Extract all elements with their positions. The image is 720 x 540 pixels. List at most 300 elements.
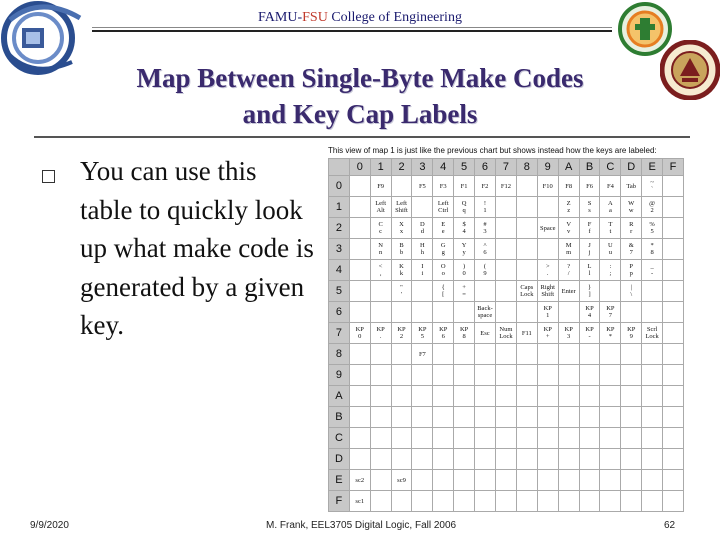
table-cell bbox=[370, 491, 391, 512]
table-cell bbox=[349, 197, 370, 218]
row-header: 8 bbox=[329, 344, 350, 365]
table-cell: Left Ctrl bbox=[433, 197, 454, 218]
table-cell bbox=[391, 302, 412, 323]
table-cell: sc2 bbox=[349, 470, 370, 491]
table-cell: H h bbox=[412, 239, 433, 260]
table-cell bbox=[663, 428, 684, 449]
table-cell bbox=[621, 302, 642, 323]
row-header: 0 bbox=[329, 176, 350, 197]
table-cell bbox=[454, 386, 475, 407]
table-cell bbox=[516, 386, 537, 407]
table-cell bbox=[621, 407, 642, 428]
table-cell bbox=[621, 449, 642, 470]
table-cell bbox=[516, 344, 537, 365]
table-cell bbox=[391, 428, 412, 449]
table-cell bbox=[663, 323, 684, 344]
table-cell bbox=[642, 449, 663, 470]
table-cell bbox=[495, 365, 516, 386]
table-cell: Caps Lock bbox=[516, 281, 537, 302]
table-cell: F10 bbox=[537, 176, 558, 197]
column-header: F bbox=[663, 159, 684, 176]
table-cell bbox=[537, 386, 558, 407]
table-cell: KP 8 bbox=[454, 323, 475, 344]
table-cell: KP 9 bbox=[621, 323, 642, 344]
table-cell: F9 bbox=[370, 176, 391, 197]
table-cell bbox=[642, 491, 663, 512]
table-cell bbox=[391, 407, 412, 428]
table-cell bbox=[349, 239, 370, 260]
table-cell: X x bbox=[391, 218, 412, 239]
header-college: College of Engineering bbox=[327, 10, 462, 25]
table-cell: < , bbox=[370, 260, 391, 281]
table-cell: ) 0 bbox=[454, 260, 475, 281]
table-cell bbox=[663, 491, 684, 512]
column-header: 7 bbox=[495, 159, 516, 176]
table-cell: M m bbox=[558, 239, 579, 260]
column-header: 1 bbox=[370, 159, 391, 176]
table-cell bbox=[391, 386, 412, 407]
table-cell bbox=[433, 386, 454, 407]
table-row bbox=[329, 239, 684, 260]
table-cell bbox=[370, 365, 391, 386]
table-cell bbox=[642, 365, 663, 386]
table-cell bbox=[391, 491, 412, 512]
table-row bbox=[329, 470, 684, 491]
table-cell bbox=[433, 365, 454, 386]
table-cell bbox=[600, 365, 621, 386]
table-cell bbox=[349, 365, 370, 386]
table-cell bbox=[391, 449, 412, 470]
table-cell bbox=[370, 386, 391, 407]
table-cell: KP - bbox=[579, 323, 600, 344]
table-cell bbox=[600, 470, 621, 491]
table-cell bbox=[663, 344, 684, 365]
row-header: 1 bbox=[329, 197, 350, 218]
table-cell bbox=[433, 470, 454, 491]
table-cell: > . bbox=[537, 260, 558, 281]
table-cell bbox=[600, 428, 621, 449]
slide-title-line1: Map Between Single-Byte Make Codes bbox=[136, 63, 584, 93]
table-cell: A a bbox=[600, 197, 621, 218]
table-cell bbox=[579, 470, 600, 491]
table-cell bbox=[579, 491, 600, 512]
table-cell bbox=[516, 491, 537, 512]
row-header: C bbox=[329, 428, 350, 449]
table-cell: sc9 bbox=[391, 470, 412, 491]
table-cell bbox=[516, 449, 537, 470]
table-cell bbox=[495, 281, 516, 302]
table-cell: P p bbox=[621, 260, 642, 281]
table-cell bbox=[579, 407, 600, 428]
table-cell bbox=[621, 491, 642, 512]
table-cell bbox=[370, 281, 391, 302]
table-cell: $ 4 bbox=[454, 218, 475, 239]
table-cell bbox=[349, 302, 370, 323]
table-cell bbox=[349, 407, 370, 428]
table-cell: } ] bbox=[579, 281, 600, 302]
table-cell: S s bbox=[579, 197, 600, 218]
bullet-text: You can use this table to quickly look up what make code is generated by a given key. bbox=[80, 156, 314, 340]
table-cell bbox=[454, 428, 475, 449]
column-header: 4 bbox=[433, 159, 454, 176]
table-cell bbox=[412, 449, 433, 470]
table-cell: F7 bbox=[412, 344, 433, 365]
table-cell bbox=[642, 470, 663, 491]
table-cell: KP + bbox=[537, 323, 558, 344]
table-cell bbox=[558, 491, 579, 512]
table-cell bbox=[495, 491, 516, 512]
table-cell bbox=[579, 428, 600, 449]
table-cell: F f bbox=[579, 218, 600, 239]
table-cell bbox=[621, 365, 642, 386]
table-cell bbox=[433, 407, 454, 428]
table-cell bbox=[454, 449, 475, 470]
table-cell bbox=[558, 365, 579, 386]
table-cell bbox=[391, 176, 412, 197]
table-cell: F4 bbox=[600, 176, 621, 197]
table-cell bbox=[537, 428, 558, 449]
column-header: 9 bbox=[537, 159, 558, 176]
table-cell bbox=[600, 281, 621, 302]
table-cell bbox=[579, 386, 600, 407]
table-cell bbox=[579, 449, 600, 470]
table-cell bbox=[454, 344, 475, 365]
table-cell bbox=[516, 302, 537, 323]
table-cell: Space bbox=[537, 218, 558, 239]
column-header: 8 bbox=[516, 159, 537, 176]
table-cell bbox=[516, 470, 537, 491]
table-cell bbox=[454, 470, 475, 491]
table-cell bbox=[370, 302, 391, 323]
table-cell bbox=[495, 344, 516, 365]
table-cell: # 3 bbox=[475, 218, 496, 239]
table-cell bbox=[516, 365, 537, 386]
table-cell bbox=[454, 365, 475, 386]
table-cell bbox=[663, 470, 684, 491]
table-cell bbox=[537, 197, 558, 218]
table-cell: F3 bbox=[433, 176, 454, 197]
table-cell: KP 1 bbox=[537, 302, 558, 323]
table-cell bbox=[642, 302, 663, 323]
table-cell bbox=[663, 176, 684, 197]
table-cell: N n bbox=[370, 239, 391, 260]
table-cell bbox=[454, 407, 475, 428]
row-header: 4 bbox=[329, 260, 350, 281]
table-cell bbox=[412, 491, 433, 512]
table-cell: _ - bbox=[642, 260, 663, 281]
table-caption: This view of map 1 is just like the previous chart but shows instead how the keys are labeled: bbox=[328, 146, 657, 155]
table-cell bbox=[495, 470, 516, 491]
row-header: 5 bbox=[329, 281, 350, 302]
column-header: A bbox=[558, 159, 579, 176]
table-cell bbox=[558, 449, 579, 470]
table-cell bbox=[475, 470, 496, 491]
table-row bbox=[329, 428, 684, 449]
table-cell bbox=[537, 365, 558, 386]
slide-title bbox=[60, 60, 660, 132]
slide-title-line2: and Key Cap Labels bbox=[242, 99, 478, 129]
table-row bbox=[329, 260, 684, 281]
table-cell: T t bbox=[600, 218, 621, 239]
table-cell: L l bbox=[579, 260, 600, 281]
row-header: 3 bbox=[329, 239, 350, 260]
row-header: A bbox=[329, 386, 350, 407]
table-cell bbox=[349, 260, 370, 281]
table-cell: sc1 bbox=[349, 491, 370, 512]
table-cell bbox=[412, 470, 433, 491]
table-cell bbox=[475, 449, 496, 470]
table-cell bbox=[558, 344, 579, 365]
table-cell bbox=[475, 428, 496, 449]
table-cell: : ; bbox=[600, 260, 621, 281]
table-cell bbox=[349, 428, 370, 449]
table-cell bbox=[642, 281, 663, 302]
table-corner bbox=[329, 159, 350, 176]
table-cell bbox=[600, 386, 621, 407]
table-cell bbox=[516, 176, 537, 197]
row-header: E bbox=[329, 470, 350, 491]
column-header: 0 bbox=[349, 159, 370, 176]
table-cell bbox=[412, 281, 433, 302]
table-cell: C c bbox=[370, 218, 391, 239]
table-cell: { [ bbox=[433, 281, 454, 302]
table-cell bbox=[370, 470, 391, 491]
table-cell: Esc bbox=[475, 323, 496, 344]
table-cell bbox=[663, 386, 684, 407]
table-cell bbox=[558, 428, 579, 449]
row-header: F bbox=[329, 491, 350, 512]
table-cell: Scrl Lock bbox=[642, 323, 663, 344]
table-cell bbox=[621, 386, 642, 407]
table-cell bbox=[537, 470, 558, 491]
table-cell bbox=[621, 428, 642, 449]
table-cell bbox=[412, 365, 433, 386]
table-cell: K k bbox=[391, 260, 412, 281]
table-cell: W w bbox=[621, 197, 642, 218]
table-cell bbox=[475, 344, 496, 365]
table-cell bbox=[579, 365, 600, 386]
footer-course: M. Frank, EEL3705 Digital Logic, Fall 2006 bbox=[266, 520, 457, 531]
table-cell bbox=[495, 386, 516, 407]
table-cell: B b bbox=[391, 239, 412, 260]
table-cell bbox=[495, 302, 516, 323]
table-cell: Z z bbox=[558, 197, 579, 218]
keycap-map-table-figure bbox=[328, 146, 684, 506]
table-cell bbox=[663, 407, 684, 428]
table-cell bbox=[433, 302, 454, 323]
table-cell bbox=[516, 197, 537, 218]
table-cell: Y y bbox=[454, 239, 475, 260]
table-cell: F1 bbox=[454, 176, 475, 197]
table-cell bbox=[349, 176, 370, 197]
table-cell bbox=[663, 218, 684, 239]
table-cell: ^ 6 bbox=[475, 239, 496, 260]
table-row bbox=[329, 281, 684, 302]
table-cell bbox=[349, 386, 370, 407]
table-cell: U u bbox=[600, 239, 621, 260]
table-cell bbox=[663, 260, 684, 281]
table-cell: J j bbox=[579, 239, 600, 260]
table-row bbox=[329, 302, 684, 323]
table-cell bbox=[412, 386, 433, 407]
table-cell: ~ ` bbox=[642, 176, 663, 197]
table-cell bbox=[412, 428, 433, 449]
header-divider-thin bbox=[92, 27, 612, 28]
table-cell: Enter bbox=[558, 281, 579, 302]
table-cell bbox=[391, 344, 412, 365]
header-college-name bbox=[0, 10, 720, 26]
table-cell: * 8 bbox=[642, 239, 663, 260]
header-divider bbox=[92, 30, 612, 32]
column-header: D bbox=[621, 159, 642, 176]
table-cell: F12 bbox=[495, 176, 516, 197]
table-cell bbox=[516, 218, 537, 239]
table-row bbox=[329, 323, 684, 344]
table-cell: G g bbox=[433, 239, 454, 260]
table-cell bbox=[642, 407, 663, 428]
table-cell: Right Shift bbox=[537, 281, 558, 302]
table-cell bbox=[412, 197, 433, 218]
table-row bbox=[329, 344, 684, 365]
table-cell bbox=[516, 428, 537, 449]
table-cell bbox=[516, 239, 537, 260]
table-cell: F6 bbox=[579, 176, 600, 197]
table-cell bbox=[621, 344, 642, 365]
table-row bbox=[329, 365, 684, 386]
table-cell bbox=[475, 365, 496, 386]
table-row bbox=[329, 386, 684, 407]
table-cell: ( 9 bbox=[475, 260, 496, 281]
table-cell bbox=[495, 218, 516, 239]
row-header: 7 bbox=[329, 323, 350, 344]
table-cell bbox=[349, 218, 370, 239]
table-cell bbox=[537, 239, 558, 260]
row-header: D bbox=[329, 449, 350, 470]
table-cell bbox=[475, 491, 496, 512]
table-cell: KP . bbox=[370, 323, 391, 344]
table-cell bbox=[537, 407, 558, 428]
header-fsu: FSU bbox=[302, 10, 328, 25]
table-cell bbox=[642, 386, 663, 407]
table-cell bbox=[663, 302, 684, 323]
table-cell bbox=[495, 428, 516, 449]
row-header: 6 bbox=[329, 302, 350, 323]
table-cell: Left Shift bbox=[391, 197, 412, 218]
table-cell bbox=[495, 197, 516, 218]
table-cell bbox=[516, 407, 537, 428]
table-cell: + = bbox=[454, 281, 475, 302]
column-header: 5 bbox=[454, 159, 475, 176]
table-cell: ? / bbox=[558, 260, 579, 281]
table-cell bbox=[600, 407, 621, 428]
table-cell bbox=[537, 449, 558, 470]
column-header: 2 bbox=[391, 159, 412, 176]
table-row bbox=[329, 491, 684, 512]
table-cell: D d bbox=[412, 218, 433, 239]
table-cell bbox=[433, 449, 454, 470]
table-cell bbox=[663, 449, 684, 470]
table-cell bbox=[349, 281, 370, 302]
table-cell bbox=[370, 449, 391, 470]
table-cell: | \ bbox=[621, 281, 642, 302]
table-row bbox=[329, 218, 684, 239]
table-cell: KP 6 bbox=[433, 323, 454, 344]
footer-page-number: 62 bbox=[664, 520, 676, 531]
table-cell bbox=[349, 344, 370, 365]
table-cell bbox=[579, 344, 600, 365]
table-cell bbox=[412, 407, 433, 428]
table-cell bbox=[495, 260, 516, 281]
table-cell bbox=[370, 428, 391, 449]
table-cell: Left Alt bbox=[370, 197, 391, 218]
table-cell bbox=[475, 281, 496, 302]
table-cell: KP 0 bbox=[349, 323, 370, 344]
table-header-row bbox=[329, 159, 684, 176]
table-cell bbox=[495, 239, 516, 260]
table-cell: Q q bbox=[454, 197, 475, 218]
table-cell bbox=[370, 344, 391, 365]
table-cell bbox=[600, 491, 621, 512]
table-cell bbox=[663, 281, 684, 302]
table-cell: KP 2 bbox=[391, 323, 412, 344]
table-cell: E e bbox=[433, 218, 454, 239]
table-cell bbox=[600, 449, 621, 470]
table-row bbox=[329, 197, 684, 218]
column-header: C bbox=[600, 159, 621, 176]
row-header: B bbox=[329, 407, 350, 428]
table-cell: V v bbox=[558, 218, 579, 239]
table-cell: % 5 bbox=[642, 218, 663, 239]
table-cell bbox=[642, 428, 663, 449]
table-row bbox=[329, 407, 684, 428]
table-cell: KP 5 bbox=[412, 323, 433, 344]
table-cell: KP 4 bbox=[579, 302, 600, 323]
table-cell: KP 7 bbox=[600, 302, 621, 323]
bullet-square-icon bbox=[42, 170, 55, 183]
table-cell: F5 bbox=[412, 176, 433, 197]
table-cell bbox=[558, 386, 579, 407]
table-cell: R r bbox=[621, 218, 642, 239]
table-cell: & 7 bbox=[621, 239, 642, 260]
title-divider bbox=[34, 136, 690, 138]
table-cell: F11 bbox=[516, 323, 537, 344]
table-cell bbox=[558, 407, 579, 428]
header-famu: FAMU- bbox=[258, 10, 303, 25]
table-cell bbox=[433, 428, 454, 449]
row-header: 9 bbox=[329, 365, 350, 386]
table-cell bbox=[370, 407, 391, 428]
table-row bbox=[329, 449, 684, 470]
table-cell bbox=[600, 344, 621, 365]
footer-date: 9/9/2020 bbox=[30, 520, 69, 531]
table-cell bbox=[454, 302, 475, 323]
fsu-seal-icon bbox=[660, 40, 720, 100]
table-cell bbox=[621, 470, 642, 491]
table-cell: F2 bbox=[475, 176, 496, 197]
table-cell: ! 1 bbox=[475, 197, 496, 218]
table-cell bbox=[663, 239, 684, 260]
table-cell bbox=[475, 407, 496, 428]
table-cell: O o bbox=[433, 260, 454, 281]
table-cell bbox=[663, 365, 684, 386]
table-cell: @ 2 bbox=[642, 197, 663, 218]
table-cell: F8 bbox=[558, 176, 579, 197]
table-cell bbox=[475, 386, 496, 407]
table-row bbox=[329, 176, 684, 197]
table-cell bbox=[537, 344, 558, 365]
row-header: 2 bbox=[329, 218, 350, 239]
table-cell bbox=[558, 470, 579, 491]
